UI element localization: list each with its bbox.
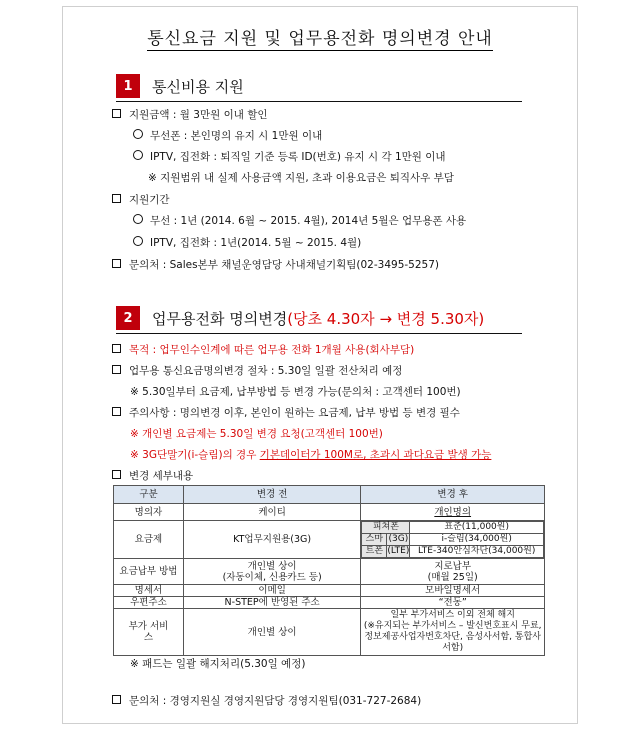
circle-bullet-icon [133, 150, 143, 160]
square-bullet-icon [112, 407, 121, 416]
table-cell: 스마 [362, 534, 387, 546]
page-title: 통신요금 지원 및 업무용전화 명의변경 안내 [147, 29, 493, 49]
table-cell: 모바일명세서 [361, 585, 545, 597]
list-item: 지원기간 [112, 193, 170, 207]
section-2-number: 2 [116, 306, 140, 330]
list-item: 무선 : 1년 (2014. 6월 ~ 2015. 4월), 2014년 5월은 업무용폰 사용 [133, 214, 466, 228]
table-cell: 개인별 상이 (자동이체, 신용카드 등) [183, 559, 360, 585]
circle-bullet-icon [133, 129, 143, 139]
section-2-title: 업무용전화 명의변경(당초 4.30자 → 변경 5.30자) [152, 309, 485, 328]
table-row [114, 521, 545, 559]
circle-bullet-icon [133, 236, 143, 246]
table-row [114, 504, 545, 521]
table-cell: 개인별 상이 [183, 609, 360, 656]
list-item: 주의사항 : 명의변경 이후, 본인이 원하는 요금제, 납부 방법 등 변경 필수 [112, 406, 460, 420]
section-2-header [116, 305, 484, 331]
plan-after-subtable [361, 521, 544, 558]
table-cell: 부가 서비스 [114, 609, 184, 656]
square-bullet-icon [112, 194, 121, 203]
list-note: ※ 지원범위 내 실제 사용금액 지원, 초과 이용요금은 퇴직사우 부담 [148, 172, 454, 184]
square-bullet-icon [112, 259, 121, 268]
table-cell: 일부 부가서비스 이외 전체 해지 (※유지되는 부가서비스 – 발신번호표시 무료, 정보제공사업자번호차단, 음성사서함, 통합사서함) [361, 609, 545, 656]
table-cell: 트폰 [362, 546, 387, 558]
table-cell: 지로납부 (매월 25일) [361, 559, 545, 585]
square-bullet-icon [112, 109, 121, 118]
table-cell: KT업무지원용(3G) [183, 521, 360, 559]
list-item: IPTV, 집전화 : 1년(2014. 5월 ~ 2015. 4월) [133, 236, 361, 250]
list-item: 목적 : 업무인수인계에 따른 업무용 전화 1개월 사용(회사부담) [112, 343, 414, 357]
section-1-divider [116, 101, 522, 102]
table-cell [361, 521, 545, 559]
table-row [362, 522, 544, 534]
list-note: ※ 5.30일부터 요금제, 납부방법 등 변경 가능(문의처 : 고객센터 100번) [130, 386, 461, 398]
table-cell: 이메일 [183, 585, 360, 597]
table-row [114, 609, 545, 656]
table-row [114, 585, 545, 597]
list-item: 문의처 : 경영지원실 경영지원담당 경영지원팀(031-727-2684) [112, 694, 421, 708]
section-1-title: 통신비용 지원 [152, 77, 244, 96]
table-cell: 명의자 [114, 504, 184, 521]
square-bullet-icon [112, 365, 121, 374]
table-header-cell: 변경 후 [361, 486, 545, 504]
table-cell: LTE-340안심차단(34,000원) [410, 546, 544, 558]
table-row [114, 597, 545, 609]
square-bullet-icon [112, 470, 121, 479]
table-cell: “전동” [361, 597, 545, 609]
table-cell: i-슬림(34,000원) [410, 534, 544, 546]
table-cell: 우편주소 [114, 597, 184, 609]
table-cell: 케이티 [183, 504, 360, 521]
list-note: ※ 개인별 요금제는 5.30일 변경 요청(고객센터 100번) [130, 428, 383, 440]
table-cell: 표준(11,000원) [410, 522, 544, 534]
section-1-number: 1 [116, 74, 140, 98]
table-cell: (LTE) [387, 546, 410, 556]
list-note: ※ 패드는 일괄 해지처리(5.30일 예정) [130, 658, 306, 670]
list-item: 변경 세부내용 [112, 469, 193, 483]
table-row [362, 534, 544, 546]
list-note: ※ 3G단말기(i-슬림)의 경우 기본데이터가 100M로, 초과시 과다요금 발생 가능 [130, 449, 492, 461]
section-2-divider [116, 333, 522, 334]
table-cell: 명세서 [114, 585, 184, 597]
section-1-header [116, 73, 244, 99]
table-cell: (3G) [388, 534, 409, 544]
table-row [362, 546, 544, 558]
table-row [114, 559, 545, 585]
list-item: 무선폰 : 본인명의 유지 시 1만원 이내 [133, 129, 322, 143]
table-cell: 요금제 [114, 521, 184, 559]
table-cell: 개인명의 [361, 504, 545, 521]
change-details-table [113, 485, 545, 656]
table-header-row [114, 486, 545, 504]
list-item: IPTV, 집전화 : 퇴직일 기준 등록 ID(번호) 유지 시 각 1만원 이내 [133, 150, 446, 164]
list-item: 지원금액 : 월 3만원 이내 할인 [112, 108, 267, 122]
circle-bullet-icon [133, 214, 143, 224]
table-cell: 피쳐폰 [362, 522, 410, 534]
table-cell: N-STEP에 반영된 주소 [183, 597, 360, 609]
table-cell: 요금납부 방법 [114, 559, 184, 585]
table-header-cell: 변경 전 [183, 486, 360, 504]
square-bullet-icon [112, 695, 121, 704]
square-bullet-icon [112, 344, 121, 353]
list-item: 문의처 : Sales본부 채널운영담당 사내채널기획팀(02-3495-5257) [112, 258, 439, 272]
list-item: 업무용 통신요금명의변경 절차 : 5.30일 일괄 전산처리 예정 [112, 364, 402, 378]
table-header-cell: 구분 [114, 486, 184, 504]
